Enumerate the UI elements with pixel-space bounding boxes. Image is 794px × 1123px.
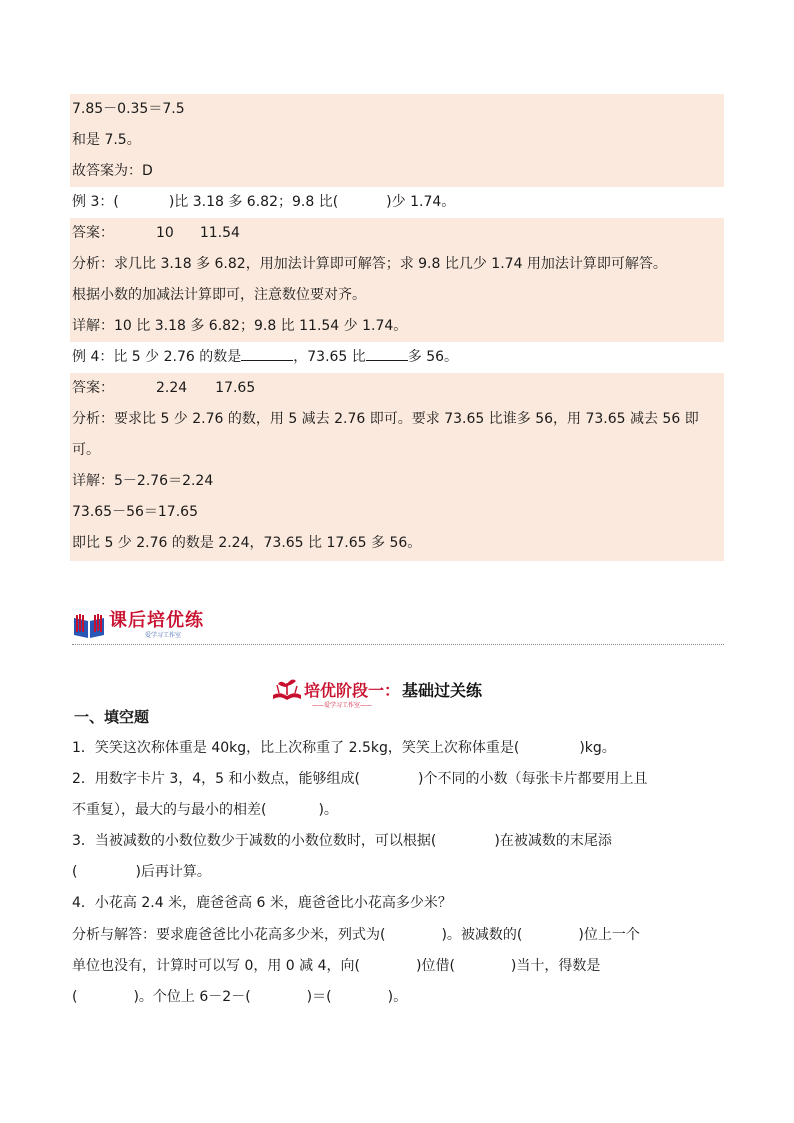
section-title: 课后培优练 bbox=[109, 610, 204, 631]
answer-line bbox=[70, 156, 724, 187]
text: ( bbox=[72, 989, 78, 1005]
text: )。被减数的( bbox=[441, 927, 523, 943]
question-1 bbox=[72, 733, 616, 763]
book-sprout-icon bbox=[270, 675, 304, 703]
text: )。个位上 6－2－( bbox=[133, 989, 251, 1005]
text: )。 bbox=[318, 802, 338, 818]
text: 详解：10 比 3.18 多 6.82；9.8 比 11.54 少 1.74。 bbox=[72, 318, 408, 334]
text: )后再计算。 bbox=[135, 864, 211, 880]
example4-question bbox=[70, 342, 724, 373]
question-3 bbox=[72, 826, 612, 856]
text: 2．用数字卡片 3，4，5 和小数点，能够组成( bbox=[72, 771, 360, 787]
text: )位上一个 bbox=[578, 927, 640, 943]
stage-title-separator: ： bbox=[384, 680, 401, 700]
stage-title bbox=[270, 674, 483, 709]
answer-label: 答案： bbox=[72, 225, 114, 241]
example4-analysis-1 bbox=[70, 404, 724, 435]
question-4-analysis bbox=[72, 920, 640, 950]
text: )＝( bbox=[306, 989, 332, 1005]
example3-detail bbox=[70, 311, 724, 342]
text: )kg。 bbox=[579, 740, 616, 756]
text: )比 3.18 多 6.82；9.8 比( bbox=[168, 194, 339, 210]
answer-blank[interactable] bbox=[241, 344, 293, 361]
text: 例 3：( bbox=[72, 194, 119, 210]
question-2-cont bbox=[72, 795, 338, 825]
example4-detail-1 bbox=[70, 466, 724, 497]
text: 1．笑笑这次称体重是 40kg，比上次称重了 2.5kg，笑笑上次称体重是( bbox=[72, 740, 520, 756]
text: 单位也没有，计算时可以写 0，用 0 减 4，向( bbox=[72, 958, 360, 974]
answer-value: 2.24 bbox=[156, 380, 188, 396]
text: 例 4：比 5 少 2.76 的数是 bbox=[72, 349, 242, 365]
text: )在被减数的末尾添 bbox=[494, 833, 612, 849]
example4-detail-2 bbox=[70, 497, 724, 528]
question-4-analysis-cont bbox=[72, 951, 600, 981]
question-4-analysis-end bbox=[72, 982, 407, 1012]
text: )少 1.74。 bbox=[386, 194, 456, 210]
example4-detail-3 bbox=[70, 528, 724, 559]
text: 7.85－0.35＝7.5 bbox=[72, 101, 185, 117]
shade-end bbox=[70, 559, 724, 561]
example3-question bbox=[70, 187, 724, 218]
example4-analysis-2 bbox=[70, 435, 724, 466]
example3-analysis-1 bbox=[70, 249, 724, 280]
stage-title-rest: 基础过关练 bbox=[402, 680, 483, 700]
example4-answer bbox=[70, 373, 724, 404]
answer-value: 11.54 bbox=[199, 225, 240, 241]
book-icon bbox=[72, 612, 106, 640]
text: 可。 bbox=[72, 442, 100, 458]
section-heading: 一、填空题 bbox=[74, 708, 150, 726]
text: ，73.65 比 bbox=[293, 349, 366, 365]
text: )个不同的小数（每张卡片都要用上且 bbox=[418, 771, 648, 787]
answer-value: 10 bbox=[156, 225, 174, 241]
text: )当十，得数是 bbox=[510, 958, 601, 974]
text: ( bbox=[72, 864, 78, 880]
stage-title-main: 培优阶段一 bbox=[304, 680, 385, 700]
text: 不重复），最大的与最小的相差( bbox=[72, 802, 267, 818]
text: 多 56。 bbox=[407, 349, 459, 365]
text: 分析：要求比 5 少 2.76 的数，用 5 减去 2.76 即可。要求 73.65 比谁多 56，用 73.65 减去 56 即 bbox=[72, 411, 699, 427]
calc-line bbox=[70, 94, 724, 125]
text: 即比 5 少 2.76 的数是 2.24，73.65 比 17.65 多 56。 bbox=[72, 535, 422, 551]
text: 4．小花高 2.4 米，鹿爸爸高 6 米，鹿爸爸比小花高多少米？ bbox=[72, 895, 452, 911]
example3-analysis-2 bbox=[70, 280, 724, 311]
question-3-cont bbox=[72, 857, 211, 887]
example3-answer bbox=[70, 218, 724, 249]
question-2 bbox=[72, 764, 647, 794]
text: 详解：5－2.76＝2.24 bbox=[72, 473, 214, 489]
answer-value: 17.65 bbox=[215, 380, 256, 396]
text: 根据小数的加减法计算即可，注意数位要对齐。 bbox=[72, 287, 366, 303]
answer-label: 答案： bbox=[72, 380, 114, 396]
answer-blank[interactable] bbox=[366, 344, 408, 361]
text: 73.65－56＝17.65 bbox=[72, 504, 198, 520]
question-4 bbox=[72, 888, 452, 918]
text: 和是 7.5。 bbox=[72, 132, 141, 148]
section-header bbox=[72, 606, 204, 640]
divider bbox=[72, 644, 724, 645]
text: )。 bbox=[387, 989, 408, 1005]
text: 3．当被减数的小数位数少于减数的小数位数时，可以根据( bbox=[72, 833, 437, 849]
stage-subtitle: ——爱学习工作室—— bbox=[312, 702, 373, 709]
section-subtitle: 爱学习工作室 bbox=[145, 632, 182, 639]
sum-line bbox=[70, 125, 724, 156]
text: 分析：求几比 3.18 多 6.82，用加法计算即可解答；求 9.8 比几少 1.74 用加法计算即可解答。 bbox=[72, 256, 667, 272]
text: 故答案为：D bbox=[72, 163, 153, 179]
text: 分析与解答：要求鹿爸爸比小花高多少米，列式为( bbox=[72, 927, 386, 943]
text: )位借( bbox=[415, 958, 455, 974]
